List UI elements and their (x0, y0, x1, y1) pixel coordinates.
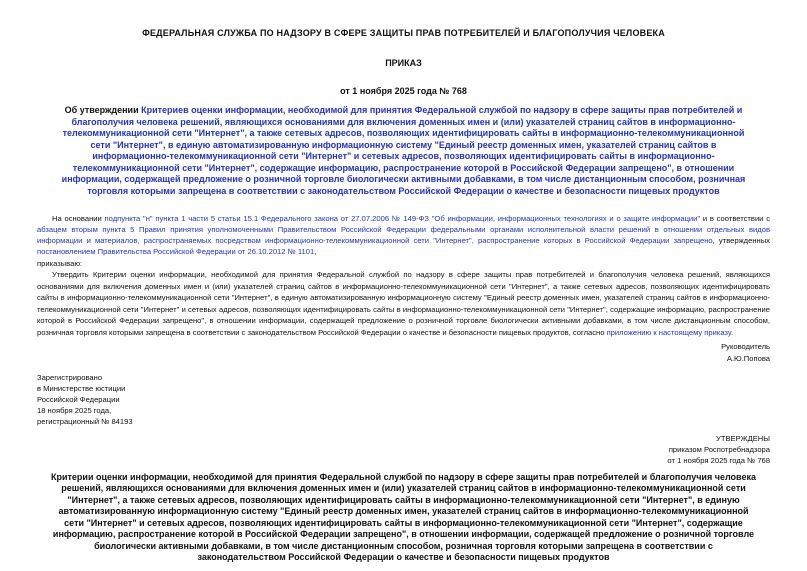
approval-line: приказом Роспотребнадзора (668, 444, 770, 454)
doc-type: ПРИКАЗ (385, 58, 422, 68)
registration-block (37, 373, 770, 428)
registration-line: Зарегистрировано (37, 373, 103, 382)
reference-link[interactable]: подпункта "н" пункта 1 части 5 статьи 15.1 Федерального закона от 27.07.2006 № 149-ФЗ "Об информации, информационных технологиях и о защите информации" (104, 214, 701, 223)
registration-line: регистрационный № 84193 (37, 417, 133, 426)
text-segment: На основании (52, 214, 105, 223)
prikaz-word: приказываю: (37, 259, 83, 268)
reference-link[interactable]: абзацем вторым пункта 5 Правил принятия уполномоченными Правительством Российской Федерации федеральными органами исполнительной власти решений в отношении отдельных видов информации и материалов, распространяемых посредством информационно-телекоммуникационной сети "Интернет", распространение которых в Российской Федерации запрещено (37, 225, 770, 245)
reference-link[interactable]: приложению к настоящему приказу. (606, 327, 734, 337)
registration-line: в Министерстве юстиции (37, 384, 126, 393)
registration-line: 18 ноября 2025 года, (37, 406, 112, 415)
approval-block (37, 433, 770, 466)
approval-line: УТВЕРЖДЕНЫ (716, 433, 770, 443)
agency-name: ФЕДЕРАЛЬНАЯ СЛУЖБА ПО НАДЗОРУ В СФЕРЕ ЗАЩИТЫ ПРАВ ПОТРЕБИТЕЛЕЙ И БЛАГОПОЛУЧИЯ ЧЕЛОВЕКА (142, 28, 665, 38)
text-segment: , утвержденных (712, 236, 770, 245)
registration-line: Российской Федерации (37, 395, 120, 404)
order-text-paragraph (37, 269, 770, 338)
order-title-link[interactable]: Критериев оценки информации, необходимой для принятия Федеральной службой по надзору в сфере защиты прав потребителей и благополучия человека решений, являющихся основаниями для включения доменных имен и (или) указателей страниц сайтов в информационно-телекоммуникационной сети "Интернет", а также сетевых адресов, позволяющих идентифицировать сайты в информационно-телекоммуникационной сети "Интернет", в единую автоматизированную информационную систему "Единый реестр доменных имен, указателей страниц сайтов в информационно-телекоммуникационной сети "Интернет" и сетевых адресов, позволяющих идентифицировать сайты в информационно-телекоммуникационной сети "Интернет", содержащие информацию, распространение которой в Российской Федерации запрещено", в отношении информации, содержащей предложение о розничной торговле биологически активными добавками, в том числе дистанционным способом, розничная торговля которыми запрещена в соответствии с законодательством Российской Федерации о качестве и безопасности пищевых продуктов (61, 105, 746, 196)
signature-block (37, 341, 770, 364)
order-title-prefix: Об утверждении (64, 105, 142, 115)
order-title (59, 105, 748, 197)
approval-line: от 1 ноября 2025 года № 768 (667, 455, 770, 465)
text-segment: Утвердить Критерии оценки информации, необходимой для принятия Федеральной службой по надзору в сфере защиты прав потребителей и благополучия человека решений, являющихся основаниями для включения доменных имен и (или) указателей страниц сайтов в информационно-телекоммуникационной сети "Интернет", а также сетевых адресов, позволяющих идентифицировать сайты в информационно-телекоммуникационной сети "Интернет", в единую автоматизированную информационную систему "Единый реестр доменных имен, указателей страниц сайтов в информационно-телекоммуникационной сети "Интернет" и сетевых адресов, позволяющих идентифицировать сайты в информационно-телекоммуникационной сети "Интернет", содержащие информацию, распространение которой в Российской Федерации запрещено", в отношении информации, содержащей предложение о розничной торговле биологически активными добавками, в том числе дистанционным способом, розничная торговля которыми запрещена в соответствии с законодательством Российской Федерации о качестве и безопасности пищевых продуктов, согласно (37, 270, 770, 337)
reference-link[interactable]: постановлением Правительства Российской Федерации от 26.10.2012 № 1101 (37, 247, 315, 256)
annex-title: Критерии оценки информации, необходимой для принятия Федеральной службой по надзору в сфере защиты прав потребителей и благополучия человека решений, являющихся основаниями для включения доменных имен и (или) указателей страниц сайтов в информационно-телекоммуникационной сети "Интернет", а также сетевых адресов, позволяющих идентифицировать сайты в информационно-телекоммуникационной сети "Интернет", в единую автоматизированную информационную систему "Единый реестр доменных имен, указателей страниц сайтов в информационно-телекоммуникационной сети "Интернет" и сетевых адресов, позволяющих идентифицировать сайты в информационно-телекоммуникационной сети "Интернет", содержащие информацию, распространение которой в Российской Федерации запрещено", в отношении информации, содержащей предложение о розничной торговле биологически активными добавками, в том числе дистанционным способом, розничная торговля которыми запрещена в соответствии с законодательством Российской Федерации о качестве и безопасности пищевых продуктов (51, 471, 756, 562)
text-segment: и в соответствии с (700, 214, 770, 223)
doc-date-number: от 1 ноября 2025 года № 768 (340, 86, 467, 96)
text-segment: , (314, 247, 317, 256)
preamble-paragraph (37, 213, 770, 257)
signature-name: А.Ю.Попова (726, 353, 770, 363)
signature-position: Руководитель (721, 342, 770, 351)
